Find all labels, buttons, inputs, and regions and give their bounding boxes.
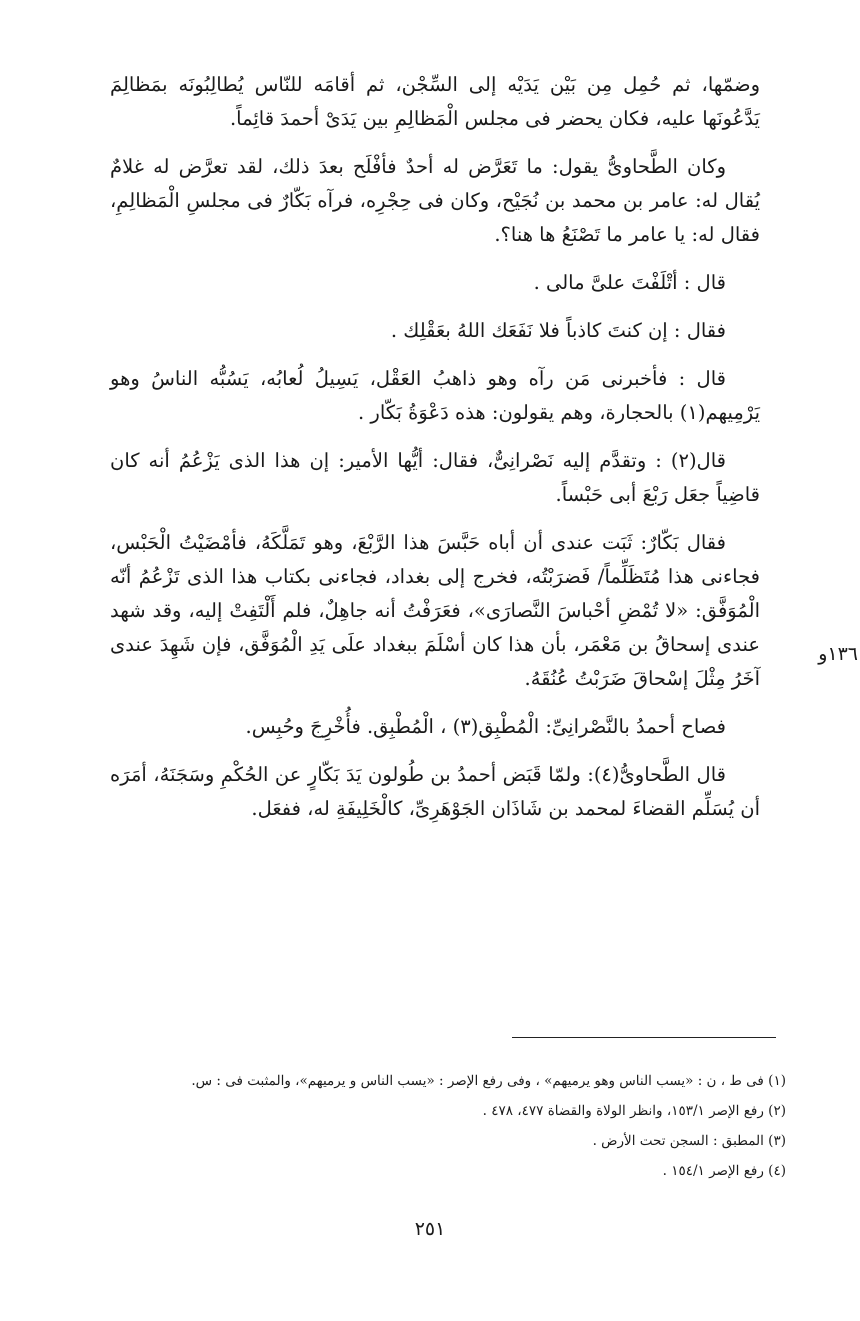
footnote: (٢) رفع الإصر ١٥٣/١، وانظر الولاة والقضاة ٤٧٧، ٤٧٨ . [482,1103,786,1119]
footnote-divider [512,1037,776,1038]
manuscript-folio-marker: ١٣٦و [818,643,858,665]
paragraph: وكان الطَّحاوىُّ يقول: ما تَعَرَّض له أحدٌ فأفْلَح بعدَ ذلك، لقد تعرَّض له غلامٌ يُقال له: عامر بن محمد بن نُجَيْح، وكان فى حِجْرِه، فرآه بَكّارٌ فى مجلسِ الْمَظالِمِ، فقال له: يا عامر ما تَصْنَعُ ها هنا؟. [110,155,760,246]
footnotes [160,1066,786,1186]
main-text [110,68,760,840]
footnote: (٣) المطبق : السجن تحت الأرض . [592,1133,786,1149]
paragraph: قال : فأخبرنى مَن رآه وهو ذاهبُ العَقْل، يَسِيلُ لُعابُه، يَسُبُّه الناسُ وهو يَرْمِيهم(١) بالحجارة، وهم يقولون: هذه دَعْوَةُ بَكّار . [110,367,760,424]
page-number: ٢٥١ [414,1218,446,1240]
paragraph: قال(٢) : وتقدَّم إليه نَصْرانِىٌّ، فقال: أيُّها الأمير: إن هذا الذى يَزْعُمُ أنه كان قاضِياً جعَل رَبْعَ أبى حَبْساً. [110,449,760,506]
paragraph: فصاح أحمدُ بالنَّصْرانِىِّ: الْمُطْبِق(٣) ، الْمُطْبِق. فأُخْرِجَ وحُبِس. [245,715,726,738]
paragraph: قال : أتْلَفْتَ علىَّ مالى . [533,271,726,294]
footnote: (٤) رفع الإصر ١٥٤/١ . [662,1163,786,1179]
paragraph: قال الطَّحاوىُّ(٤): ولمّا قَبَض أحمدُ بن طُولون يَدَ بَكّارٍ عن الحُكْمِ وسَجَنَهُ، أمَرَه أن يُسَلِّم القضاءَ لمحمد بن شَاذَان الجَوْهَرِىِّ، كالْخَلِيفَةِ له، ففعَل. [110,763,760,820]
paragraph: فقال بَكّارٌ: ثَبَت عندى أن أباه حَبَّسَ هذا الرَّبْعَ، وهو تَمَلَّكَهُ، فأمْضَيْتُ الْحَبْس، فجاءنى هذا مُتَظَلِّماً/ فَضرَبْتُه، فخرج إلى بغداد، فجاءنى بكتاب هذا الذى تَزْعُمُ أنّه الْمُوَفَّق: «لا تُمْضِ أحْباسَ النَّصارَى»، فعَرَفْتُ أنه جاهِلٌ، فلم أَلْتَفِتْ إليه، وقد شهد عندى إسحاقُ بن مَعْمَر، بأن هذا كان أسْلَمَ ببغداد علَى يَدِ الْمُوَفَّق، فإن شَهِدَ عندى آخَرُ مِثْلَ إسْحاقَ ضَرَبْتُ عُنُقَهُ. [110,531,760,690]
paragraph: فقال : إن كنتَ كاذباً فلا نَفَعَك اللهُ بعَقْلِك . [390,319,726,342]
paragraph: وضمّها، ثم حُمِل مِن بَيْن يَدَيْه إلى السِّجْن، ثم أقامَه للنّاس يُطالِبُونَه بمَظالِمَ يَدَّعُونَها عليه، فكان يحضر فى مجلس الْمَظالِمِ بين يَدَىْ أحمدَ قائِماً. [110,73,760,130]
footnote: (١) فى ط ، ن : «يسب الناس وهو يرميهم» ، وفى رفع الإصر : «يسب الناس و يرميهم»، والمثبت فى : س. [191,1073,786,1089]
